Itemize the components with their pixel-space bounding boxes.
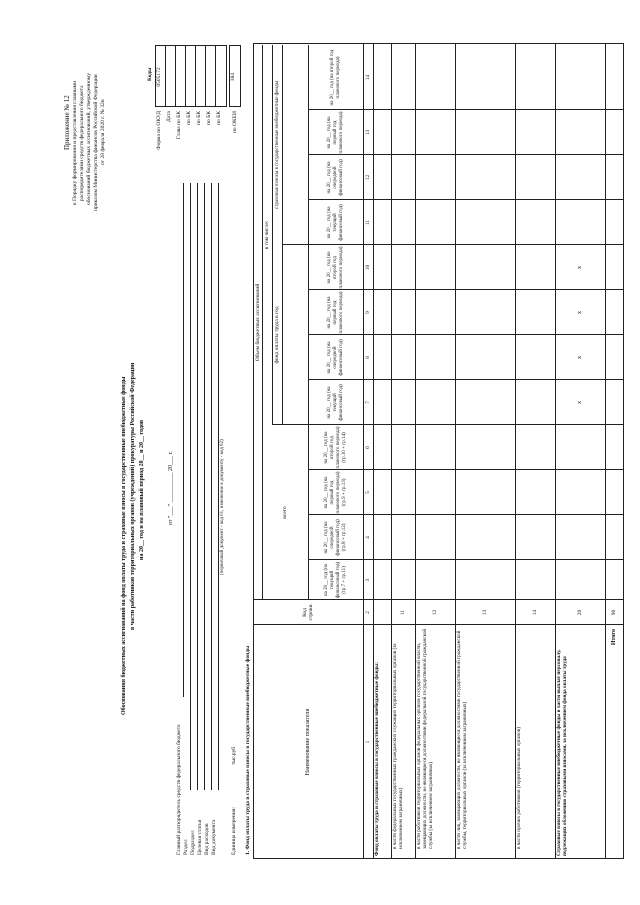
code-label: по ОКЕИ <box>232 111 238 134</box>
col-header-fot-plan1: на 20__ год (на первый год планового периода) <box>326 291 344 334</box>
appendix-line: к Порядку формирования и представления главными <box>72 80 78 205</box>
code-label: Дата <box>166 111 172 122</box>
table-row-label: Страховые взносы в государственные внебюджетные фонды в части выплат персоналу, подлежащих обложению страховыми взносами, за исключением фонда оплаты труда <box>556 649 568 856</box>
code-label: по БК <box>216 111 222 125</box>
cell-not-applicable: x <box>577 311 583 314</box>
total-row-label: Итого <box>610 629 617 646</box>
incl-header: в том числе: <box>264 220 270 250</box>
col-header-ins-plan1: на 20__ год (на первый год планового периода) <box>326 111 344 154</box>
col-number: 11 <box>365 219 371 226</box>
field-label: Вид расходов <box>204 823 210 855</box>
field-label: Раздел <box>183 839 189 855</box>
field-label: Целевая статья <box>197 819 203 855</box>
field-label: Главный распорядитель средств федерального бюджета <box>176 724 182 855</box>
code-label: Форма по ОКУД <box>156 111 162 150</box>
group-header: Объем бюджетных ассигнований <box>254 283 261 362</box>
col-number: 4 <box>365 536 371 539</box>
appendix-line: приказом Министерства финансов Российской Федерации <box>93 74 99 211</box>
table-row-label: в части работников территориальных органов федеральных органов государственной власти, замещающих должности, не являющиеся должностями федеральной государственной гражданской службы (за исключением заграничных) <box>416 628 434 849</box>
col-header-total-next: на 20__ год (на очередной финансовый год) (гр.8 + гр.12) <box>323 519 347 556</box>
col-number: 1 <box>365 740 371 744</box>
code-label: по БК <box>196 111 202 125</box>
row-code: 13 <box>482 609 488 616</box>
col-header-ins-plan2: на 20__ год (на второй год планового периода) <box>329 49 341 106</box>
cell-not-applicable: x <box>577 401 583 404</box>
col-number: 5 <box>365 491 371 494</box>
field-label: Подраздел <box>190 830 196 855</box>
unit-value: тыс.руб <box>231 746 237 765</box>
table-row-label: в части прочих работников (территориальных органов) <box>516 727 522 849</box>
row-code: 90 <box>610 609 617 616</box>
table-row-label: в части федеральных государственных гражданских служащих территориальных органов (за исключением заграничных) <box>392 643 404 849</box>
col-number: 13 <box>365 129 371 136</box>
col-header-total-plan1: на 20__ год (на первый год планового периода) (гр.9 + гр.13) <box>323 471 347 514</box>
col-number: 3 <box>365 578 371 582</box>
col-number: 8 <box>365 356 371 359</box>
appendix-title: Приложение № 12 <box>63 95 71 150</box>
document-subtitle: в части работников территориальных органов (учреждений) прокуратуры Российской Федерации <box>130 362 136 630</box>
col-header-total-plan2: на 20__ год (на второй год планового периода) (гр.10 + гр.14) <box>323 426 347 469</box>
appendix-line: распорядителями средств федерального бюджета <box>79 85 85 201</box>
document-title: Обоснования бюджетных ассигнований на фонд оплаты труда и страховые взносы в государственные внебюджетные фонды <box>121 376 127 715</box>
document-date: от "___" __________ 20___ г. <box>168 451 174 525</box>
insurance-header: страховые взносы в государственные внебюджетные фонды <box>274 81 280 209</box>
col-number: 12 <box>365 174 371 181</box>
col-header-code: Код строки <box>302 604 314 621</box>
code-value-okud: 0505172 <box>156 67 162 87</box>
unit-label: Единица измерения: <box>231 807 237 855</box>
col-header-ins-next: на 20__ год (на очередной финансовый год) <box>326 159 344 196</box>
col-header-name: Наименование показателя <box>305 708 311 776</box>
row-code: 20 <box>577 609 583 616</box>
col-header-fot-next: на 20__ год (на очередной финансовый год) <box>326 339 344 376</box>
row-code: 12 <box>432 609 438 616</box>
appendix-line: обоснований бюджетных ассигнований, утвержденному <box>86 73 92 205</box>
col-number: 14 <box>365 74 371 81</box>
table-row-label: Фонд оплаты труда и страховые взносы в государственные внебюджетные фонды: <box>374 662 380 856</box>
code-label: по БК <box>186 111 192 125</box>
row-code: 11 <box>400 609 406 616</box>
col-header-ins-current: на 20__ год (на текущий финансовый год) <box>326 204 344 241</box>
col-header-fot-plan2: на 20__ год (на второй год планового периода) <box>326 246 344 289</box>
section-title: 1. Фонд оплаты труда и страховые взносы в государственные внебюджетные фонды <box>245 645 251 855</box>
document-period: на 20__ год и на плановый период 20__ и 20__ годов <box>139 419 145 560</box>
total-header: всего <box>282 506 288 519</box>
col-number: 7 <box>365 401 371 404</box>
appendix-line: от 28 февраля 2020 г. № 32н <box>100 99 106 165</box>
cell-not-applicable: x <box>577 266 583 269</box>
col-header-fot-current: на 20__ год (на текущий финансовый год) <box>326 384 344 421</box>
row-code: 14 <box>532 609 538 616</box>
codes-header: Коды <box>147 67 153 81</box>
col-header-total-current: на 20__ год (на текущий финансовый год) (гр.7 + гр.11) <box>323 561 347 599</box>
col-number: 9 <box>365 311 371 314</box>
field-label: Вид документа <box>211 819 217 855</box>
fot-header: фонд оплаты труда в год <box>274 306 280 364</box>
code-value-okei: 384 <box>230 72 236 82</box>
doc-type-hint: (первичный документ - код 01, изменение к документу - код 02) <box>220 439 225 575</box>
col-number: 10 <box>365 264 371 271</box>
cell-not-applicable: x <box>577 356 583 359</box>
col-number: 6 <box>365 446 371 449</box>
code-label: Глава по БК <box>176 111 182 140</box>
table-row-label: в части лиц, замещающих должности, не являющиеся должностями государственной гражданской службы, территориальных органов (за исключением заграничных) <box>456 630 468 849</box>
col-number: 2 <box>365 611 371 614</box>
code-label: по БК <box>206 111 212 125</box>
